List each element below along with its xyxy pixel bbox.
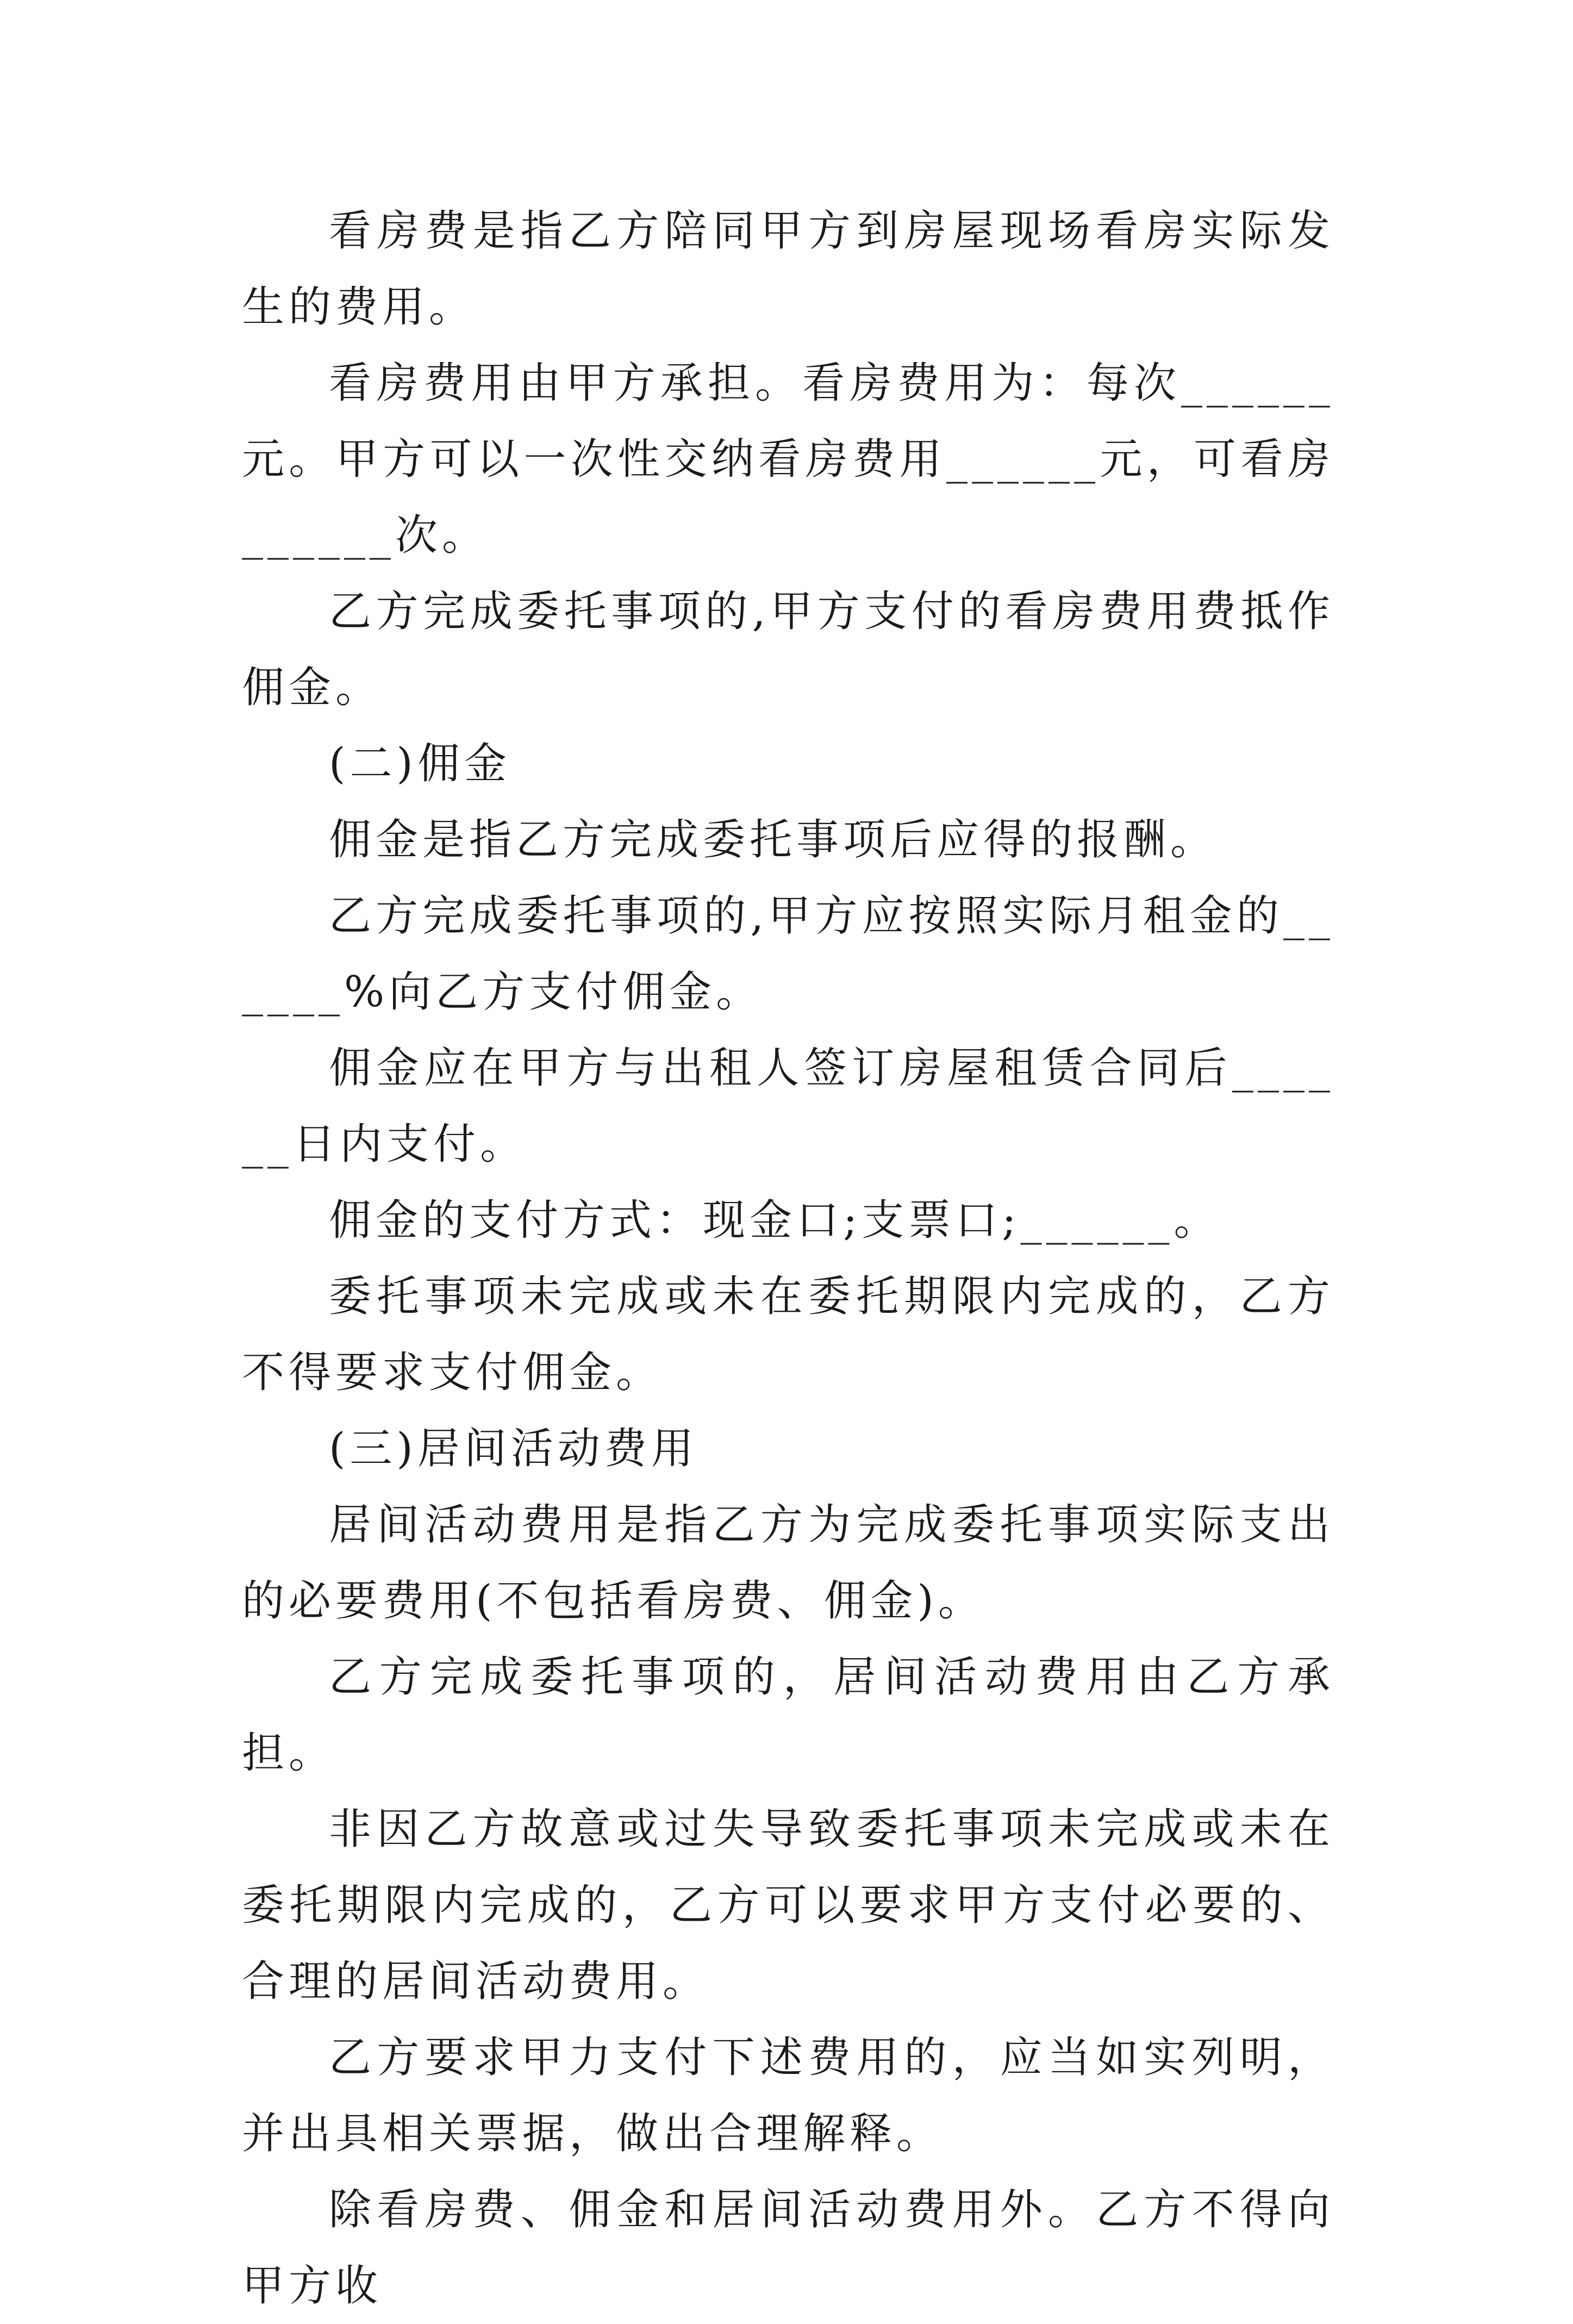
paragraph-commission-definition: 佣金是指乙方完成委托事项后应得的报酬。 (329, 815, 1218, 864)
paragraph-commission-payment-method: 佣金的支付方式：现金口;支票口;______。 (329, 1196, 1221, 1245)
paragraph-viewing-fee-amount: 看房费用由甲方承担。看房费用为：每次______元。甲方可以一次性交纳看房费用______元，可看房______次。 (242, 359, 1334, 560)
document-body (242, 193, 1334, 2324)
paragraph-expenses-claim: 非因乙方故意或过失导致委托事项未完成或未在委托期限内完成的，乙方可以要求甲方支付必要的、合理的居间活动费用。 (242, 1805, 1334, 2006)
section-heading-commission: (二)佣金 (329, 739, 511, 788)
paragraph-commission-not-due: 委托事项未完成或未在委托期限内完成的，乙方不得要求支付佣金。 (242, 1272, 1334, 1397)
paragraph-expenses-borne-by-b: 乙方完成委托事项的，居间活动费用由乙方承担。 (242, 1653, 1334, 1778)
paragraph-viewing-fee-offset: 乙方完成委托事项的,甲方支付的看房费用费抵作佣金。 (242, 587, 1334, 712)
paragraph-expenses-itemization: 乙方要求甲力支付下述费用的，应当如实列明，并出具相关票据，做出合理解释。 (242, 2033, 1334, 2158)
paragraph-commission-deadline: 佣金应在甲方与出租人签订房屋租赁合同后______日内支付。 (242, 1044, 1334, 1169)
paragraph-commission-rate: 乙方完成委托事项的,甲方应按照实际月租金的______%向乙方支付佣金。 (242, 892, 1334, 1017)
paragraph-viewing-fee-definition: 看房费是指乙方陪同甲方到房屋现场看房实际发生的费用。 (242, 207, 1334, 332)
paragraph-no-other-charges: 除看房费、佣金和居间活动费用外。乙方不得向甲方收 (242, 2185, 1334, 2310)
paragraph-expenses-definition: 居间活动费用是指乙方为完成委托事项实际支出的必要费用(不包括看房费、佣金)。 (242, 1500, 1334, 1625)
section-heading-brokerage-expenses: (三)居间活动费用 (329, 1424, 698, 1473)
